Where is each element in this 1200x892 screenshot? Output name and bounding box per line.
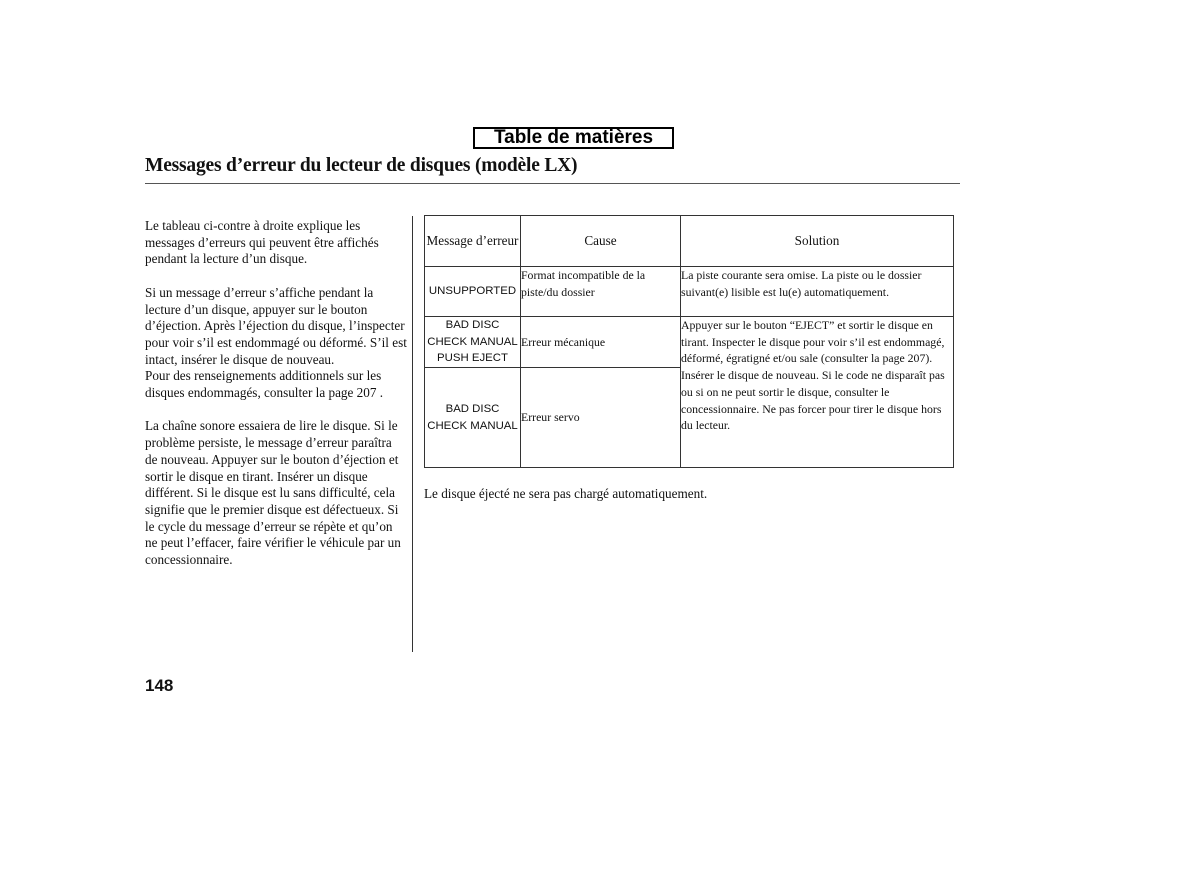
table-row: [425, 267, 954, 317]
intro-text-column: [145, 218, 407, 585]
error-messages-table: [424, 215, 954, 468]
eject-instructions-paragraph: Si un message d’erreur s’affiche pendant la lecture d’un disque, appuyer sur le bouton d’éjection. Après l’éjection du disque, l’inspecter pour voir s’il est endommagé ou déformé. S’il est intact, insérer le disque de nouveau.: [145, 284, 407, 367]
cause-cell: Erreur mécanique: [521, 317, 681, 368]
damaged-disc-reference-paragraph: Pour des renseignements additionnels sur les disques endommagés, consulter la page 207 .: [145, 368, 384, 401]
header-solution: Solution: [681, 216, 954, 267]
persisting-error-paragraph: La chaîne sonore essaiera de lire le disque. Si le problème persiste, le message d’erreur paraîtra de nouveau. Appuyer sur le bouton d’éjection et sortir le disque en tirant. Insérer un disque différent. Si le disque est lu sans difficulté, cela signifie que le premier disque est défectueux. Si le cycle du message d’erreur se répète et qu’on ne peut l’effacer, faire vérifier le véhicule par un concessionnaire.: [145, 418, 401, 568]
header-message: Message d’erreur: [425, 216, 521, 267]
title-divider: [145, 183, 960, 184]
error-code-cell: BAD DISC CHECK MANUAL: [425, 368, 521, 468]
solution-cell: La piste courante sera omise. La piste ou le dossier suivant(e) lisible est lu(e) automatiquement.: [681, 267, 954, 317]
cause-cell: Format incompatible de la piste/du dossier: [521, 267, 681, 317]
table-row: [425, 317, 954, 368]
column-divider: [412, 216, 413, 652]
page-number: 148: [145, 676, 174, 695]
ejected-disc-note: Le disque éjecté ne sera pas chargé automatiquement.: [424, 486, 708, 501]
table-header-row: [425, 216, 954, 267]
error-code-cell: BAD DISC CHECK MANUAL PUSH EJECT: [425, 317, 521, 368]
header-cause: Cause: [521, 216, 681, 267]
solution-cell: Appuyer sur le bouton “EJECT” et sortir le disque en tirant. Inspecter le disque pour voir s’il est endommagé, déformé, égratigné et/ou sale (consulter la page 207). Insérer le disque de nouveau. Si le code ne disparaît pas ou si on ne peut sortir le disque, consulter le concessionnaire. Ne pas forcer pour tirer le disque hors du lecteur.: [681, 317, 954, 468]
cause-cell: Erreur servo: [521, 368, 681, 468]
error-code-cell: UNSUPPORTED: [425, 267, 521, 317]
intro-paragraph: Le tableau ci-contre à droite explique les messages d’erreurs qui peuvent être affichés pendant la lecture d’un disque.: [145, 218, 379, 267]
table-of-contents-button[interactable]: Table de matières: [473, 127, 674, 149]
page-title: Messages d’erreur du lecteur de disques (modèle LX): [145, 155, 578, 176]
